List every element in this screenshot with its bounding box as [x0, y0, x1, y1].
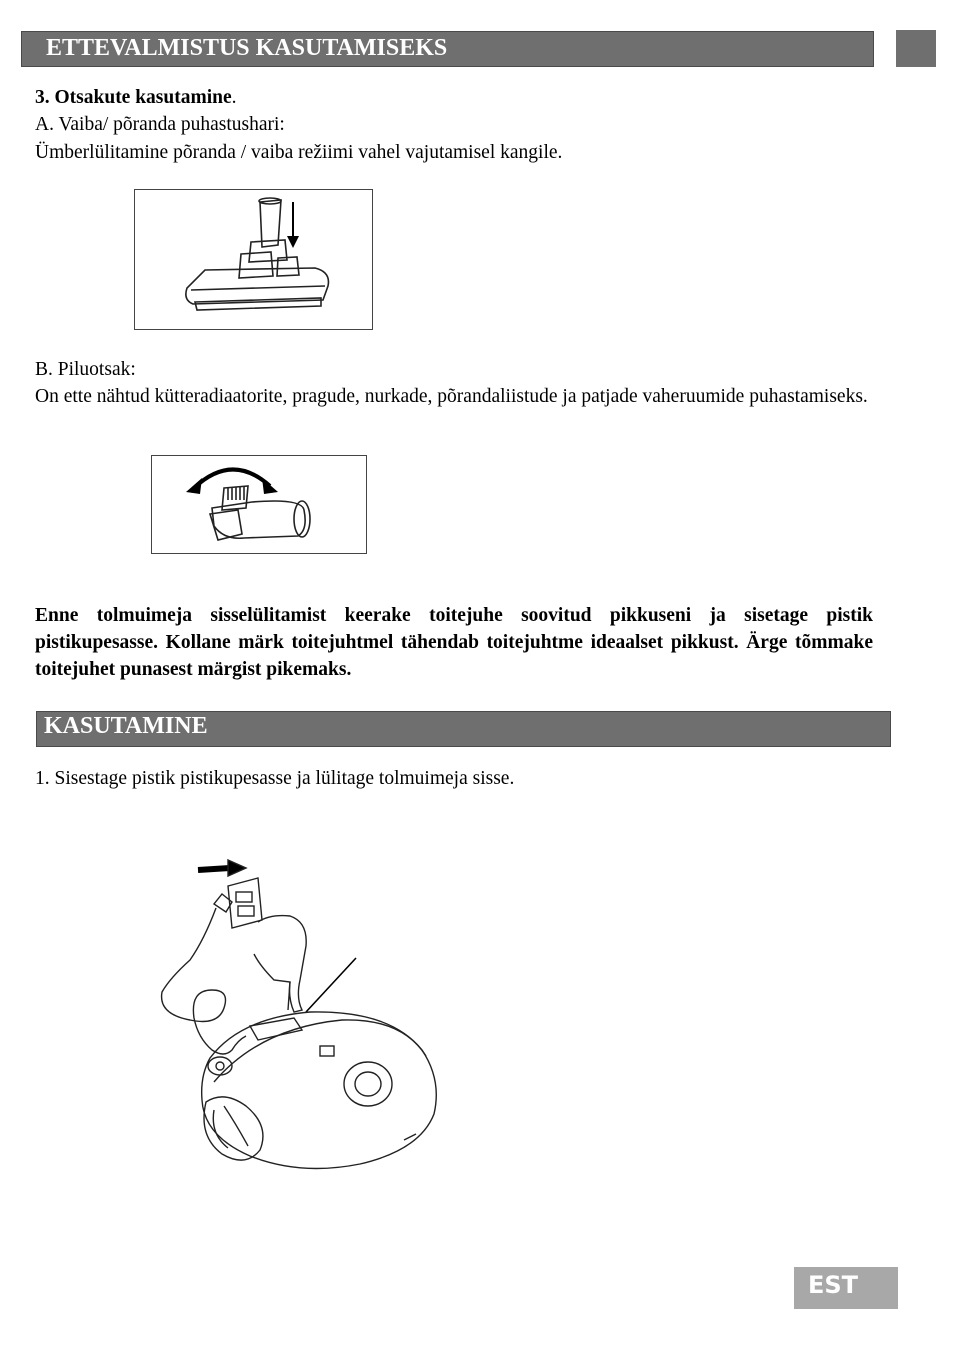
language-badge [794, 1267, 898, 1309]
item-b-text: On ette nähtud kütteradiaatorite, pragude, nurkade, põrandaliistude ja patjade vaheruumide puhastamiseks. [35, 386, 868, 407]
floor-brush-illustration [135, 190, 372, 329]
crevice-nozzle-illustration [152, 456, 366, 553]
crevice-nozzle-figure [151, 455, 367, 554]
vacuum-cleaner-illustration [150, 850, 450, 1180]
floor-brush-figure [134, 189, 373, 330]
item-a-text: Ümberlülitamine põranda / vaiba režiimi vahel vajutamisel kangile. [35, 142, 563, 163]
section-header-title: ETTEVALMISTUS KASUTAMISEKS [46, 35, 448, 61]
usage-step-1: 1. Sisestage pistik pistikupesasse ja lülitage tolmuimeja sisse. [35, 768, 515, 789]
item-b-title: B. Piluotsak: [35, 359, 136, 380]
subsection-heading: 3. Otsakute kasutamine. [35, 87, 237, 108]
language-code: EST [808, 1271, 859, 1299]
section-header-title: KASUTAMINE [44, 713, 208, 739]
corner-tab-marker [896, 30, 936, 67]
item-a-title: A. Vaiba/ põranda puhastushari: [35, 114, 285, 135]
warning-paragraph: Enne tolmuimeja sisselülitamist keerake toitejuhe soovitud pikkuseni ja sisetage pistik pistikupesasse. Kollane märk toitejuhtmel tähendab toitejuhtme ideaalset pikkust. Ärge tõmmake toitejuhet punasest märgist pikemaks. [35, 605, 873, 680]
